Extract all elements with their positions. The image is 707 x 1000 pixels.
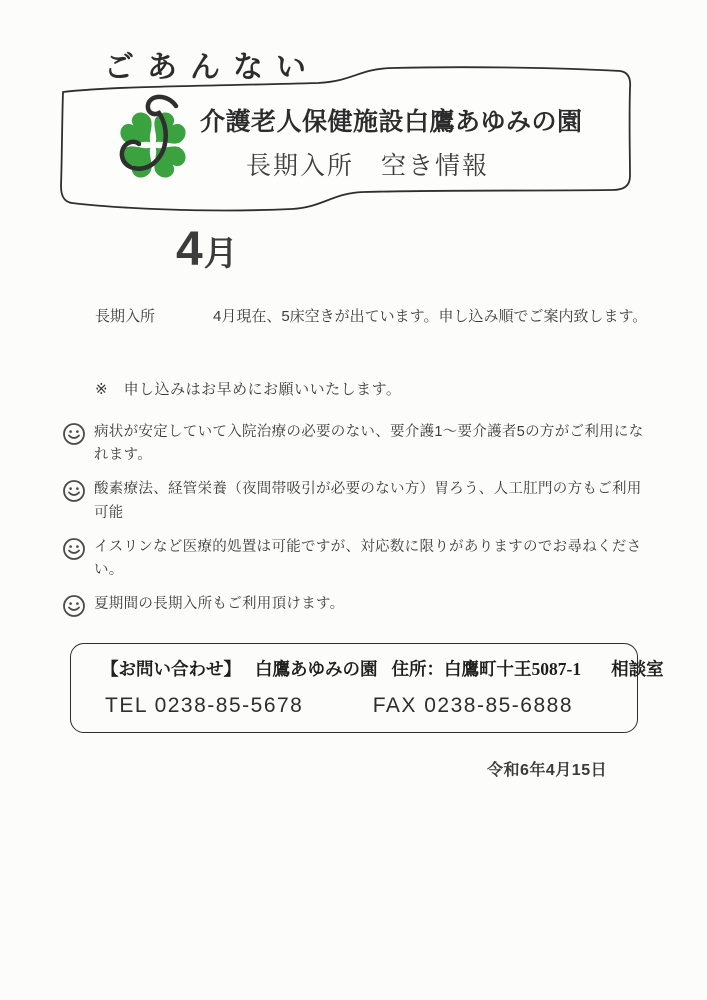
smiley-face-icon [62,594,86,618]
conditions-list [62,421,652,629]
availability-text: 4月現在、5床空きが出ています。申し込み順でご案内致します。 [213,308,648,325]
smiley-face-icon [62,422,86,446]
contact-room: 相談室 [611,659,664,679]
smiley-face-icon [62,537,86,561]
banner-subtitle: 長期入所 空き情報 [246,152,490,180]
list-item-text: イスリンなど医療的処置は可能ですが、対応数に限りがありますのでお尋ねください。 [94,538,642,578]
list-item-text: 酸素療法、経管栄養（夜間帯吸引が必要のない方）胃ろう、人工肛門の方もご利用可能 [94,481,642,521]
page-title: ごあんない [104,51,319,84]
contact-box [70,643,664,733]
month-heading: 4月 [176,223,239,276]
fax-label: FAX [372,694,417,717]
list-item-text: 病状が安定していて入院治療の必要のない、要介護1～要介護者5の方がご利用になれます。 [94,424,644,464]
issue-date: 令和6年4月15日 [487,762,608,779]
contact-info-line [101,656,664,681]
list-item [62,421,652,467]
contact-address: 住所：白鷹町十王5087-1 [391,659,582,679]
list-item [62,478,652,524]
contact-heading: 【お問い合わせ】 [101,659,241,679]
four-leaf-clover-icon [112,92,194,192]
list-item-text: 夏期間の長期入所もご利用頂けます。 [94,596,345,613]
list-item [62,593,652,618]
list-item [62,536,652,582]
contact-facility: 白鷹あゆみの園 [255,659,378,679]
tel-number: 0238-85-5678 [154,694,304,717]
header-banner [54,62,636,220]
tel-label: TEL [105,694,148,717]
smiley-face-icon [62,479,86,503]
availability-label: 長期入所 [95,308,156,325]
fax-number: 0238-85-6888 [424,694,574,717]
contact-phone-line [105,694,573,718]
facility-name: 介護老人保健施設白鷹あゆみの園 [200,108,583,136]
apply-early-note: ※ 申し込みはお早めにお願いいたします。 [95,381,402,398]
